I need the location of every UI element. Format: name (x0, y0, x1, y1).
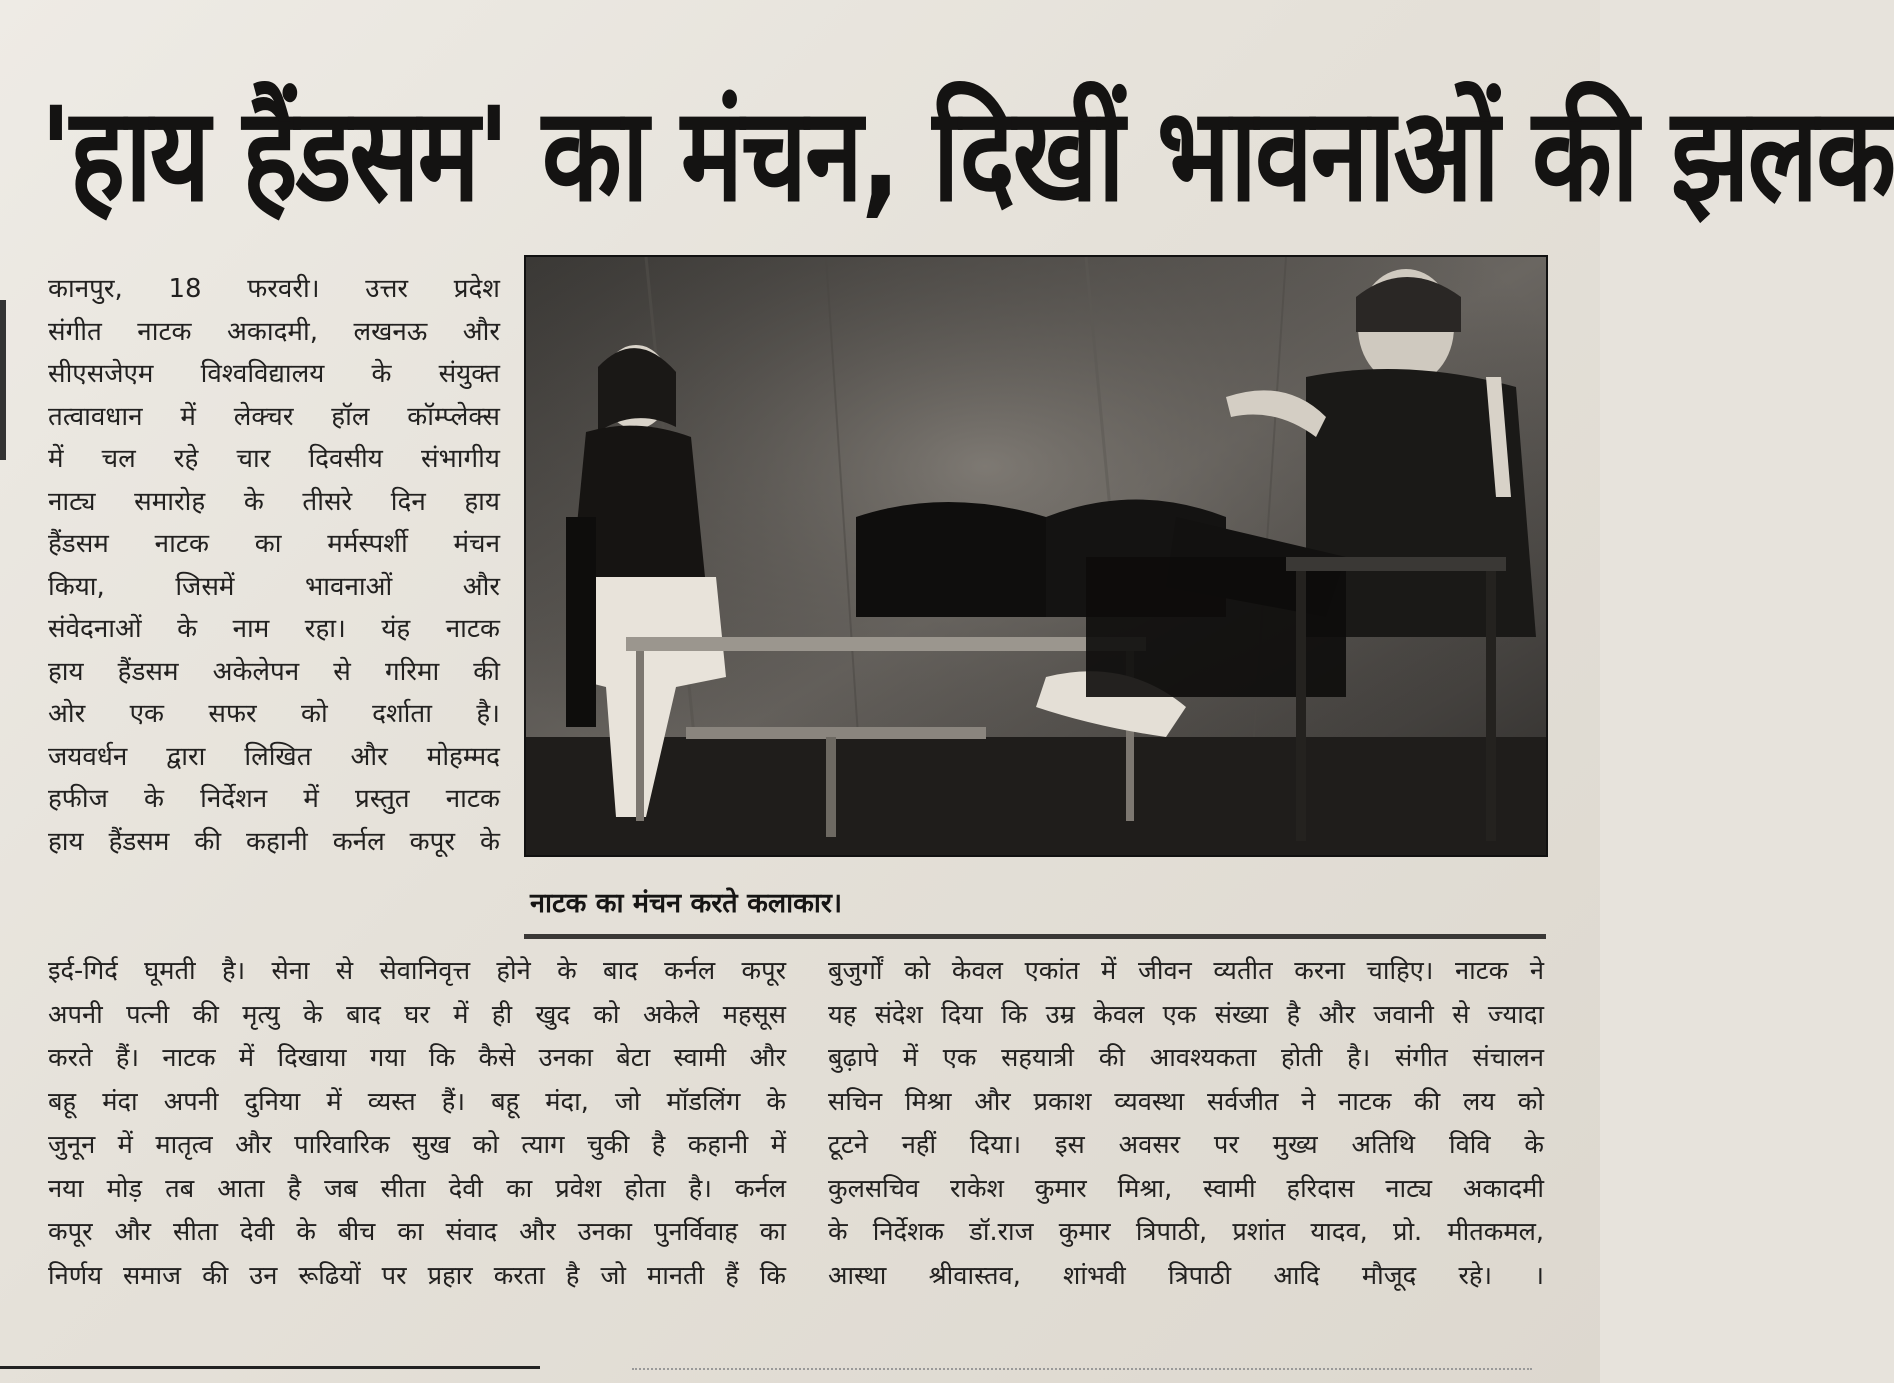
intro-column (48, 268, 500, 863)
story-column-right (828, 950, 1544, 1298)
text-line: हफीज के निर्देशन में प्रस्तुत नाटक (48, 784, 500, 814)
text-line: कपूर और सीता देवी के बीच का संवाद और उनका पुनर्विवाह का (48, 1217, 786, 1247)
text-line: के निर्देशक डॉ.राज कुमार त्रिपाठी, प्रशांत यादव, प्रो. मीतकमल, (828, 1217, 1544, 1247)
stage-photo-illustration (526, 257, 1546, 855)
text-line: यह संदेश दिया कि उम्र केवल एक संख्या है और जवानी से ज्यादा (828, 999, 1544, 1030)
text-line: सचिन मिश्रा और प्रकाश व्यवस्था सर्वजीत ने नाटक की लय को (828, 1086, 1544, 1117)
text-line: इर्द-गिर्द घूमती है। सेना से सेवानिवृत्त होने के बाद कर्नल कपूर (48, 956, 786, 986)
photo-caption: नाटक का मंचन करते कलाकार। (530, 888, 843, 919)
text-line: नाट्य समारोह के तीसरे दिन हाय (48, 486, 500, 517)
text-line: अपनी पत्नी की मृत्यु के बाद घर में ही खुद को अकेले महसूस (48, 999, 786, 1030)
text-line: हाय हैंडसम की कहानी कर्नल कपूर के (48, 826, 500, 857)
bottom-border (0, 1366, 540, 1383)
text-line: हैंडसम नाटक का मर्मस्पर्शी मंचन (48, 529, 500, 559)
text-line: आस्था श्रीवास्तव, शांभवी त्रिपाठी आदि मौजूद रहे। । (828, 1260, 1544, 1291)
text-line: तत्वावधान में लेक्चर हॉल कॉम्प्लेक्स (48, 401, 500, 432)
caption-rule (524, 934, 1546, 939)
text-line: नया मोड़ तब आता है जब सीता देवी का प्रवेश होता है। कर्नल (48, 1173, 786, 1204)
text-line: बुढ़ापे में एक सहयात्री की आवश्यकता होती है। संगीत संचालन (828, 1043, 1544, 1073)
text-line: करते हैं। नाटक में दिखाया गया कि कैसे उनका बेटा स्वामी और (48, 1043, 786, 1073)
story-paragraph-left (48, 950, 786, 1298)
text-line: कानपुर, 18 फरवरी। उत्तर प्रदेश (48, 274, 500, 304)
text-line: निर्णय समाज की उन रूढियों पर प्रहार करता है जो मानती हैं कि (48, 1260, 786, 1291)
text-line: जुनून में मातृत्व और पारिवारिक सुख को त्याग चुकी है कहानी में (48, 1130, 786, 1160)
bottom-dotted-rule (632, 1368, 1532, 1372)
text-line: हाय हैंडसम अकेलेपन से गरिमा की (48, 656, 500, 687)
text-line: बहू मंदा अपनी दुनिया में व्यस्त हैं। बहू मंदा, जो मॉडलिंग के (48, 1086, 786, 1117)
story-paragraph-right (828, 950, 1544, 1298)
headline: 'हाय हैंडसम' का मंचन, दिखीं भावनाओं की झलक (40, 78, 1894, 231)
text-line: कुलसचिव राकेश कुमार मिश्रा, स्वामी हरिदास नाट्य अकादमी (828, 1173, 1544, 1204)
story-column-left (48, 950, 786, 1298)
text-line: जयवर्धन द्वारा लिखित और मोहम्मद (48, 741, 500, 772)
text-line: किया, जिसमें भावनाओं और (48, 571, 500, 602)
text-line: संवेदनाओं के नाम रहा। यंह नाटक (48, 614, 500, 644)
text-line: में चल रहे चार दिवसीय संभागीय (48, 444, 500, 474)
text-line: टूटने नहीं दिया। इस अवसर पर मुख्य अतिथि विवि के (828, 1130, 1544, 1160)
text-line: बुजुर्गों को केवल एकांत में जीवन व्यतीत करना चाहिए। नाटक ने (828, 956, 1544, 986)
text-line: सीएसजेएम विश्वविद्यालय के संयुक्त (48, 359, 500, 389)
text-line: संगीत नाटक अकादमी, लखनऊ और (48, 316, 500, 347)
stage-photo (524, 255, 1548, 857)
column-edge-mark (0, 300, 6, 460)
intro-paragraph (48, 268, 500, 863)
text-line: ओर एक सफर को दर्शाता है। (48, 699, 500, 729)
